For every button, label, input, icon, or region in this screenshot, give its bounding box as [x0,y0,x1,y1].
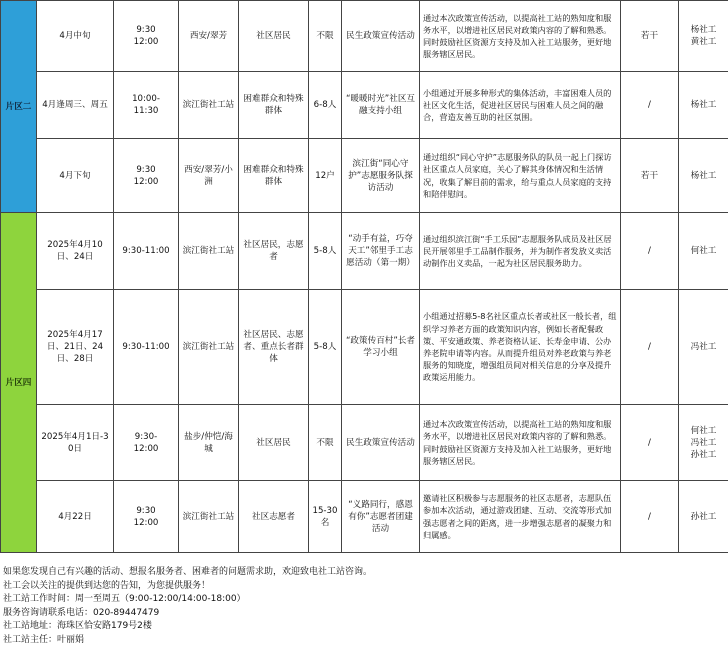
count-cell: 12户 [309,139,342,213]
count-cell: 不限 [309,405,342,481]
description-cell: 通过组织“同心守护”志愿服务队的队员一起上门探访社区重点人员家庭，关心了解其身体情况和生活情况，收集了解目前的需求，给与重点人员家庭的支持和陪伴慰问。 [420,139,621,213]
staff-cell: 杨社工 [679,72,728,139]
activity-name-cell: 滨江街“同心守护”志愿服务队探访活动 [342,139,420,213]
date-cell: 4月下旬 [37,139,114,213]
date-cell: 4月中旬 [37,1,114,72]
time-cell: 9:30 12:00 [114,139,179,213]
location-cell: 西安/翠芳 [179,1,239,72]
footer-office-hours: 社工站工作时间：周一至周五（9:00-12:00/14:00-18:00） [3,594,246,605]
funding-cell: 若干 [621,1,679,72]
time-cell: 10:00- 11:30 [114,72,179,139]
footer-contact-info [3,566,723,648]
description-cell: 通过组织滨江街“手工乐园”志愿服务队成员及社区居民开展邻里手工品制作服务，并为制作者发放义卖活动制作出义卖品，一起为社区居民服务助力。 [420,213,621,290]
funding-cell: / [621,405,679,481]
count-cell: 6-8人 [309,72,342,139]
time-cell: 9:30 12:00 [114,481,179,553]
table-row [1,1,728,72]
location-cell: 滨江街社工站 [179,213,239,290]
location-cell: 滨江街社工站 [179,72,239,139]
footer-service-note: 社工会以关注的提供到达您的告知，为您提供服务！ [3,580,211,591]
audience-cell: 社区居民、志愿者、重点长者群体 [239,290,309,405]
date-cell: 2025年4月17日、21日、24日、28日 [37,290,114,405]
time-cell: 9:30- 12:00 [114,405,179,481]
table-row [1,405,728,481]
description-cell: 小组通过开展多种形式的集体活动，丰富困难人员的社区文化生活，促进社区居民与困难人员之间的融合，营造友善互助的社区氛围。 [420,72,621,139]
location-cell: 滨江街社工站 [179,290,239,405]
staff-cell: 冯社工 [679,290,728,405]
description-cell: 邀请社区积极参与志愿服务的社区志愿者，志愿队伍参加本次活动，通过游戏团建、互动、交流等形式加强志愿者之间的距离，进一步增强志愿者的凝聚力和归属感。 [420,481,621,553]
staff-cell: 何社工 [679,213,728,290]
funding-cell: / [621,213,679,290]
staff-cell: 孙社工 [679,481,728,553]
table-row [1,213,728,290]
date-cell: 2025年4月10日、24日 [37,213,114,290]
description-cell: 通过本次政策宣传活动，以提高社工站的熟知度和服务水平，以增进社区居民对政策内容的了解和熟悉。同时鼓励社区资源方支持及加入社工站服务，更好地服务辖区居民。 [420,1,621,72]
schedule-body [1,1,728,553]
funding-cell: / [621,481,679,553]
table-row [1,481,728,553]
date-cell: 4月逢周三、周五 [37,72,114,139]
time-cell: 9:30-11:00 [114,290,179,405]
date-cell: 2025年4月1日-30日 [37,405,114,481]
footer-invitation: 如果您发现自己有兴趣的活动、想报名服务者、困难者的问题需求助，欢迎致电社工站咨询。 [3,567,373,577]
funding-cell: / [621,290,679,405]
location-cell: 西安/翠芳/小洲 [179,139,239,213]
activity-name-cell: “动手有益，巧夺天工”邻里手工志愿活动（第一期） [342,213,420,290]
audience-cell: 困难群众和特殊群体 [239,139,309,213]
date-cell: 4月22日 [37,481,114,553]
footer-phone: 服务咨询请联系电话：020-89447479 [3,607,160,618]
activity-name-cell: “义路同行，感恩有你”志愿者团建活动 [342,481,420,553]
description-cell: 小组通过招募5-8名社区重点长者或社区一般长者，组织学习养老方面的政策知识内容，例如长者配餐政策、平安通政策、养老资格认证、长寿金申请、公办养老院申请等内容。从而提升组员对养老政策与养老服务的知晓度，增强组员间对相关信息的分享及提升政策运用能力。 [420,290,621,405]
activity-name-cell: “政策传百村”长者学习小组 [342,290,420,405]
staff-cell: 何社工 冯社工 孙社工 [679,405,728,481]
table-row [1,290,728,405]
description-cell: 通过本次政策宣传活动，以提高社工站的熟知度和服务水平，以增进社区居民对政策内容的了解和熟悉。同时鼓励社区资源方支持及加入社工站服务，更好地服务辖区居民。 [420,405,621,481]
activity-name-cell: “暖暖时光”社区互融支持小组 [342,72,420,139]
location-cell: 滨江街社工站 [179,481,239,553]
table-row [1,139,728,213]
location-cell: 盐步/仲恺/海城 [179,405,239,481]
audience-cell: 困难群众和特殊群体 [239,72,309,139]
audience-cell: 社区居民，志愿者 [239,213,309,290]
audience-cell: 社区志愿者 [239,481,309,553]
count-cell: 15-30名 [309,481,342,553]
audience-cell: 社区居民 [239,405,309,481]
time-cell: 9:30 12:00 [114,1,179,72]
zone-label: 片区四 [1,213,37,553]
funding-cell: / [621,72,679,139]
time-cell: 9:30-11:00 [114,213,179,290]
table-row [1,72,728,139]
count-cell: 5-8人 [309,213,342,290]
zone-label: 片区二 [1,1,37,213]
activity-name-cell: 民生政策宣传活动 [342,1,420,72]
activity-name-cell: 民生政策宣传活动 [342,405,420,481]
funding-cell: 若干 [621,139,679,213]
staff-cell: 杨社工 [679,139,728,213]
audience-cell: 社区居民 [239,1,309,72]
count-cell: 5-8人 [309,290,342,405]
count-cell: 不限 [309,1,342,72]
footer-supervisor: 社工站主任：叶丽娟 [3,634,85,645]
staff-cell: 杨社工 黄社工 [679,1,728,72]
footer-address: 社工站地址：海珠区恰安路179号2楼 [3,621,152,632]
